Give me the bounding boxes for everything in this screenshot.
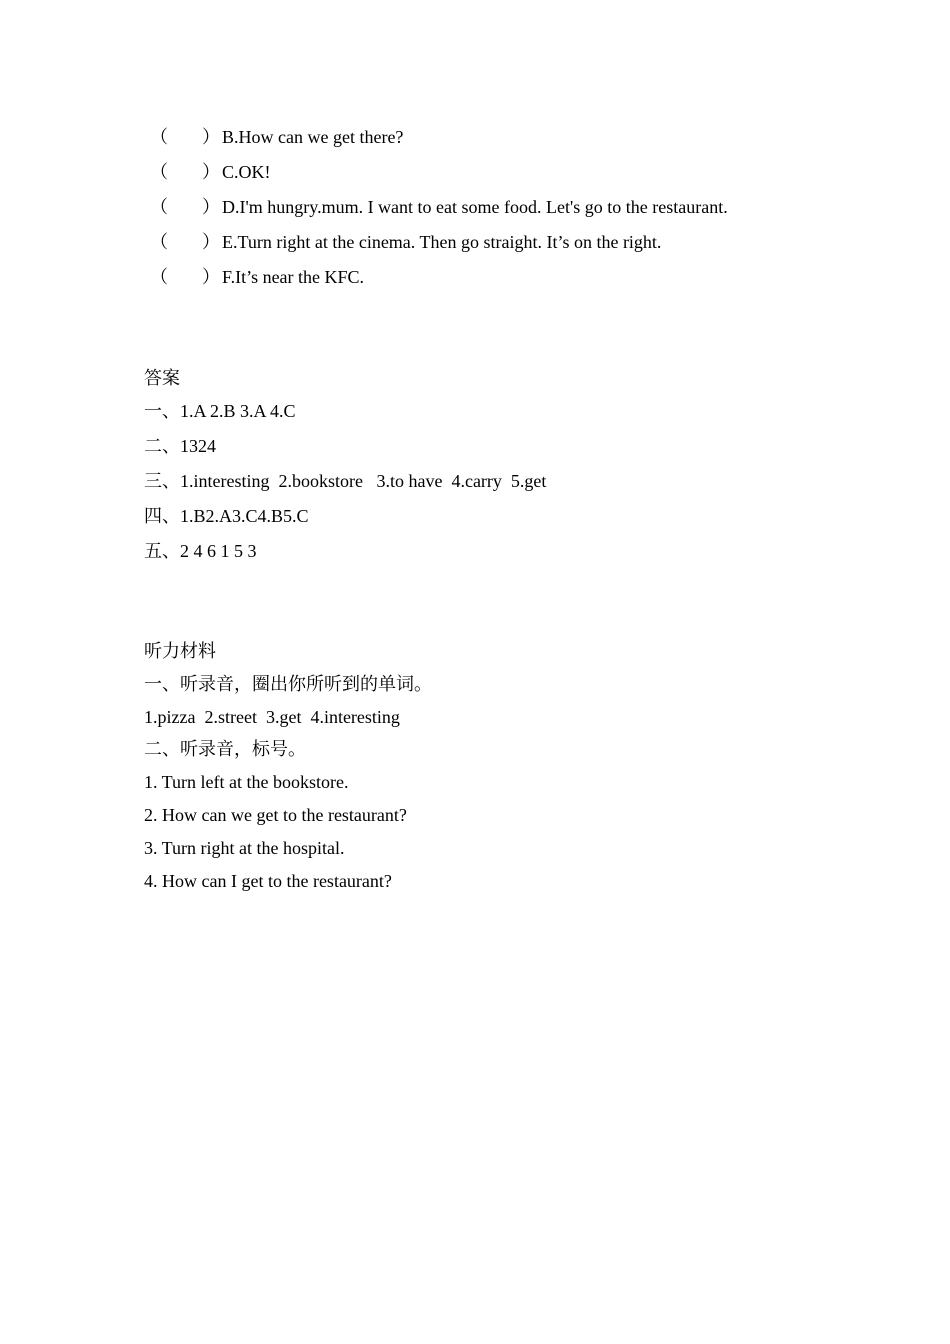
answer-bracket-open: （ bbox=[150, 232, 168, 252]
answer-line-5: 五、2 4 6 1 5 3 bbox=[144, 541, 257, 561]
answer-bracket-close: ） bbox=[202, 127, 220, 147]
answer-bracket-open: （ bbox=[150, 267, 168, 287]
option-text: C.OK! bbox=[222, 162, 271, 182]
option-f bbox=[150, 266, 364, 288]
listening-line-2: 1.pizza 2.street 3.get 4.interesting bbox=[144, 707, 400, 727]
answer-line-2: 二、1324 bbox=[144, 436, 216, 456]
option-d bbox=[150, 196, 728, 218]
answer-bracket-open: （ bbox=[150, 127, 168, 147]
option-text: D.I'm hungry.mum. I want to eat some food. Let's go to the restaurant. bbox=[222, 197, 728, 217]
option-text: F.It’s near the KFC. bbox=[222, 267, 365, 287]
answers-heading: 答案 bbox=[144, 368, 180, 388]
answer-bracket-close: ） bbox=[202, 197, 220, 217]
option-e bbox=[150, 231, 661, 253]
listening-heading: 听力材料 bbox=[144, 641, 216, 661]
option-text: B.How can we get there? bbox=[222, 127, 404, 147]
answer-bracket-close: ） bbox=[202, 232, 220, 252]
listening-line-6: 3. Turn right at the hospital. bbox=[144, 838, 345, 858]
option-b bbox=[150, 126, 403, 148]
answer-bracket-open: （ bbox=[150, 162, 168, 182]
listening-line-3: 二、听录音，标号。 bbox=[144, 739, 306, 759]
answer-line-1: 一、1.A 2.B 3.A 4.C bbox=[144, 401, 296, 421]
answer-bracket-open: （ bbox=[150, 197, 168, 217]
listening-line-5: 2. How can we get to the restaurant? bbox=[144, 805, 407, 825]
listening-line-7: 4. How can I get to the restaurant? bbox=[144, 871, 392, 891]
answer-line-4: 四、1.B2.A3.C4.B5.C bbox=[144, 506, 309, 526]
listening-line-4: 1. Turn left at the bookstore. bbox=[144, 772, 349, 792]
answer-line-3: 三、1.interesting 2.bookstore 3.to have 4.carry 5.get bbox=[144, 471, 547, 491]
option-c bbox=[150, 161, 271, 183]
answer-bracket-close: ） bbox=[202, 267, 220, 287]
listening-line-1: 一、听录音，圈出你所听到的单词。 bbox=[144, 674, 432, 694]
answer-bracket-close: ） bbox=[202, 162, 220, 182]
option-text: E.Turn right at the cinema. Then go straight. It’s on the right. bbox=[222, 232, 662, 252]
